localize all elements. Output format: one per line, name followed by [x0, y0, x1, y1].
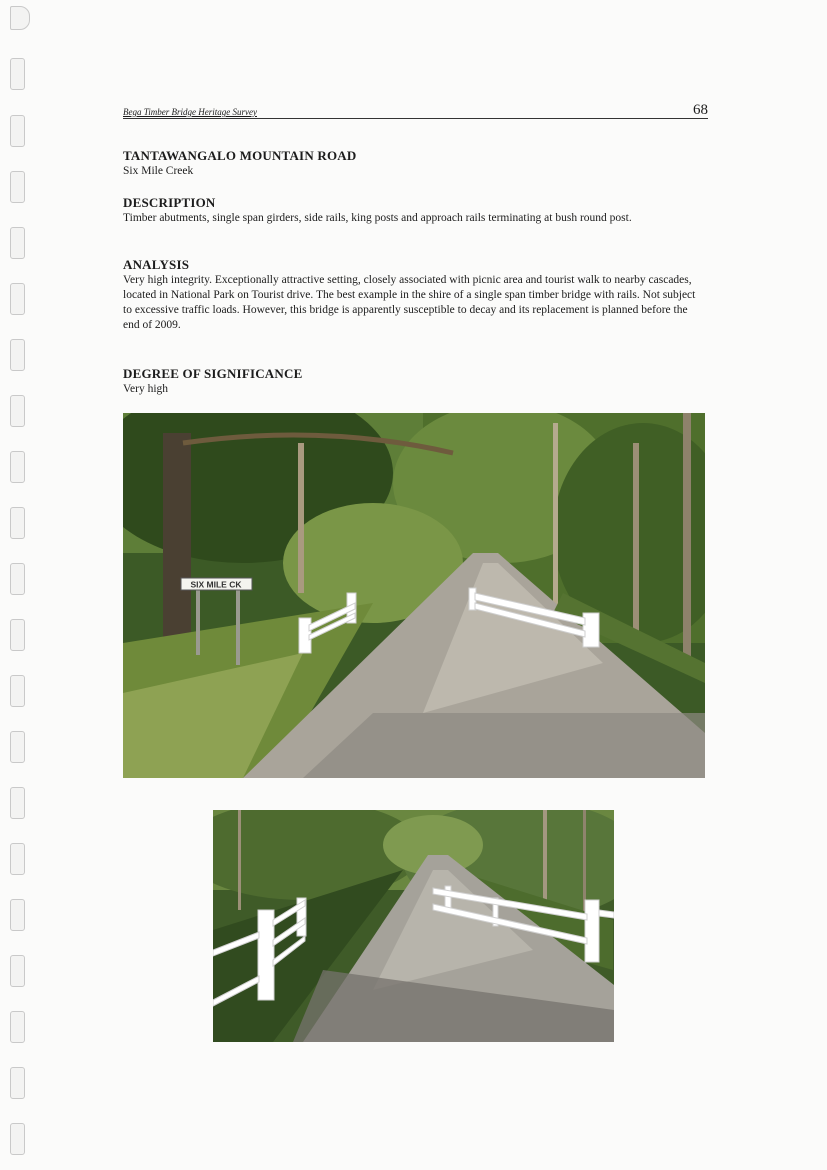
- binding-ring: [10, 1067, 25, 1099]
- binding-ring: [10, 787, 25, 819]
- binding-ring: [10, 675, 25, 707]
- binding-ring: [10, 171, 25, 203]
- binding-ring: [10, 58, 25, 90]
- bridge-photo-deck: [213, 810, 614, 1042]
- binding-ring: [10, 227, 25, 259]
- creek-name: Six Mile Creek: [123, 165, 194, 177]
- binding-ring: [10, 843, 25, 875]
- analysis-heading: ANALYSIS: [123, 257, 190, 272]
- binding-ring: [10, 1123, 25, 1155]
- binding-ring: [10, 731, 25, 763]
- binding-ring: [10, 6, 30, 30]
- analysis-text: Very high integrity. Exceptionally attractive setting, closely associated with picnic area and tourist walk to nearby cascades, located in National Park on Tourist drive. The best example in the shire of a single span timber bridge with rails. Not subject to excessive traffic loads. However, this bridge is apparently susceptible to decay and its replacement is planned before the end of 2009.: [123, 274, 696, 331]
- description-heading: DESCRIPTION: [123, 195, 216, 210]
- binding-ring: [10, 283, 25, 315]
- road-heading: TANTAWANGALO MOUNTAIN ROAD: [123, 148, 357, 163]
- binding-ring: [10, 955, 25, 987]
- location-block: [123, 148, 705, 179]
- ring-binding: [10, 0, 30, 1170]
- bridge-photo-main-image: [123, 413, 705, 778]
- binding-ring: [10, 619, 25, 651]
- description-text: Timber abutments, single span girders, side rails, king posts and approach rails terminating at bush round post.: [123, 212, 632, 224]
- significance-value: Very high: [123, 383, 169, 395]
- binding-ring: [10, 395, 25, 427]
- description-section: [123, 195, 705, 226]
- binding-ring: [10, 1011, 25, 1043]
- significance-section: [123, 366, 705, 397]
- running-header: [123, 100, 708, 119]
- binding-ring: [10, 507, 25, 539]
- page-number: 68: [693, 102, 708, 118]
- bridge-photo-main: [123, 413, 705, 778]
- significance-heading: DEGREE OF SIGNIFICANCE: [123, 366, 303, 381]
- binding-ring: [10, 899, 25, 931]
- binding-ring: [10, 339, 25, 371]
- binding-ring: [10, 451, 25, 483]
- analysis-section: [123, 257, 705, 333]
- binding-ring: [10, 563, 25, 595]
- binding-ring: [10, 115, 25, 147]
- bridge-photo-deck-image: [213, 810, 614, 1042]
- road-sign-text: SIX MILE CK: [190, 579, 242, 590]
- header-title: Bega Timber Bridge Heritage Survey: [123, 107, 257, 117]
